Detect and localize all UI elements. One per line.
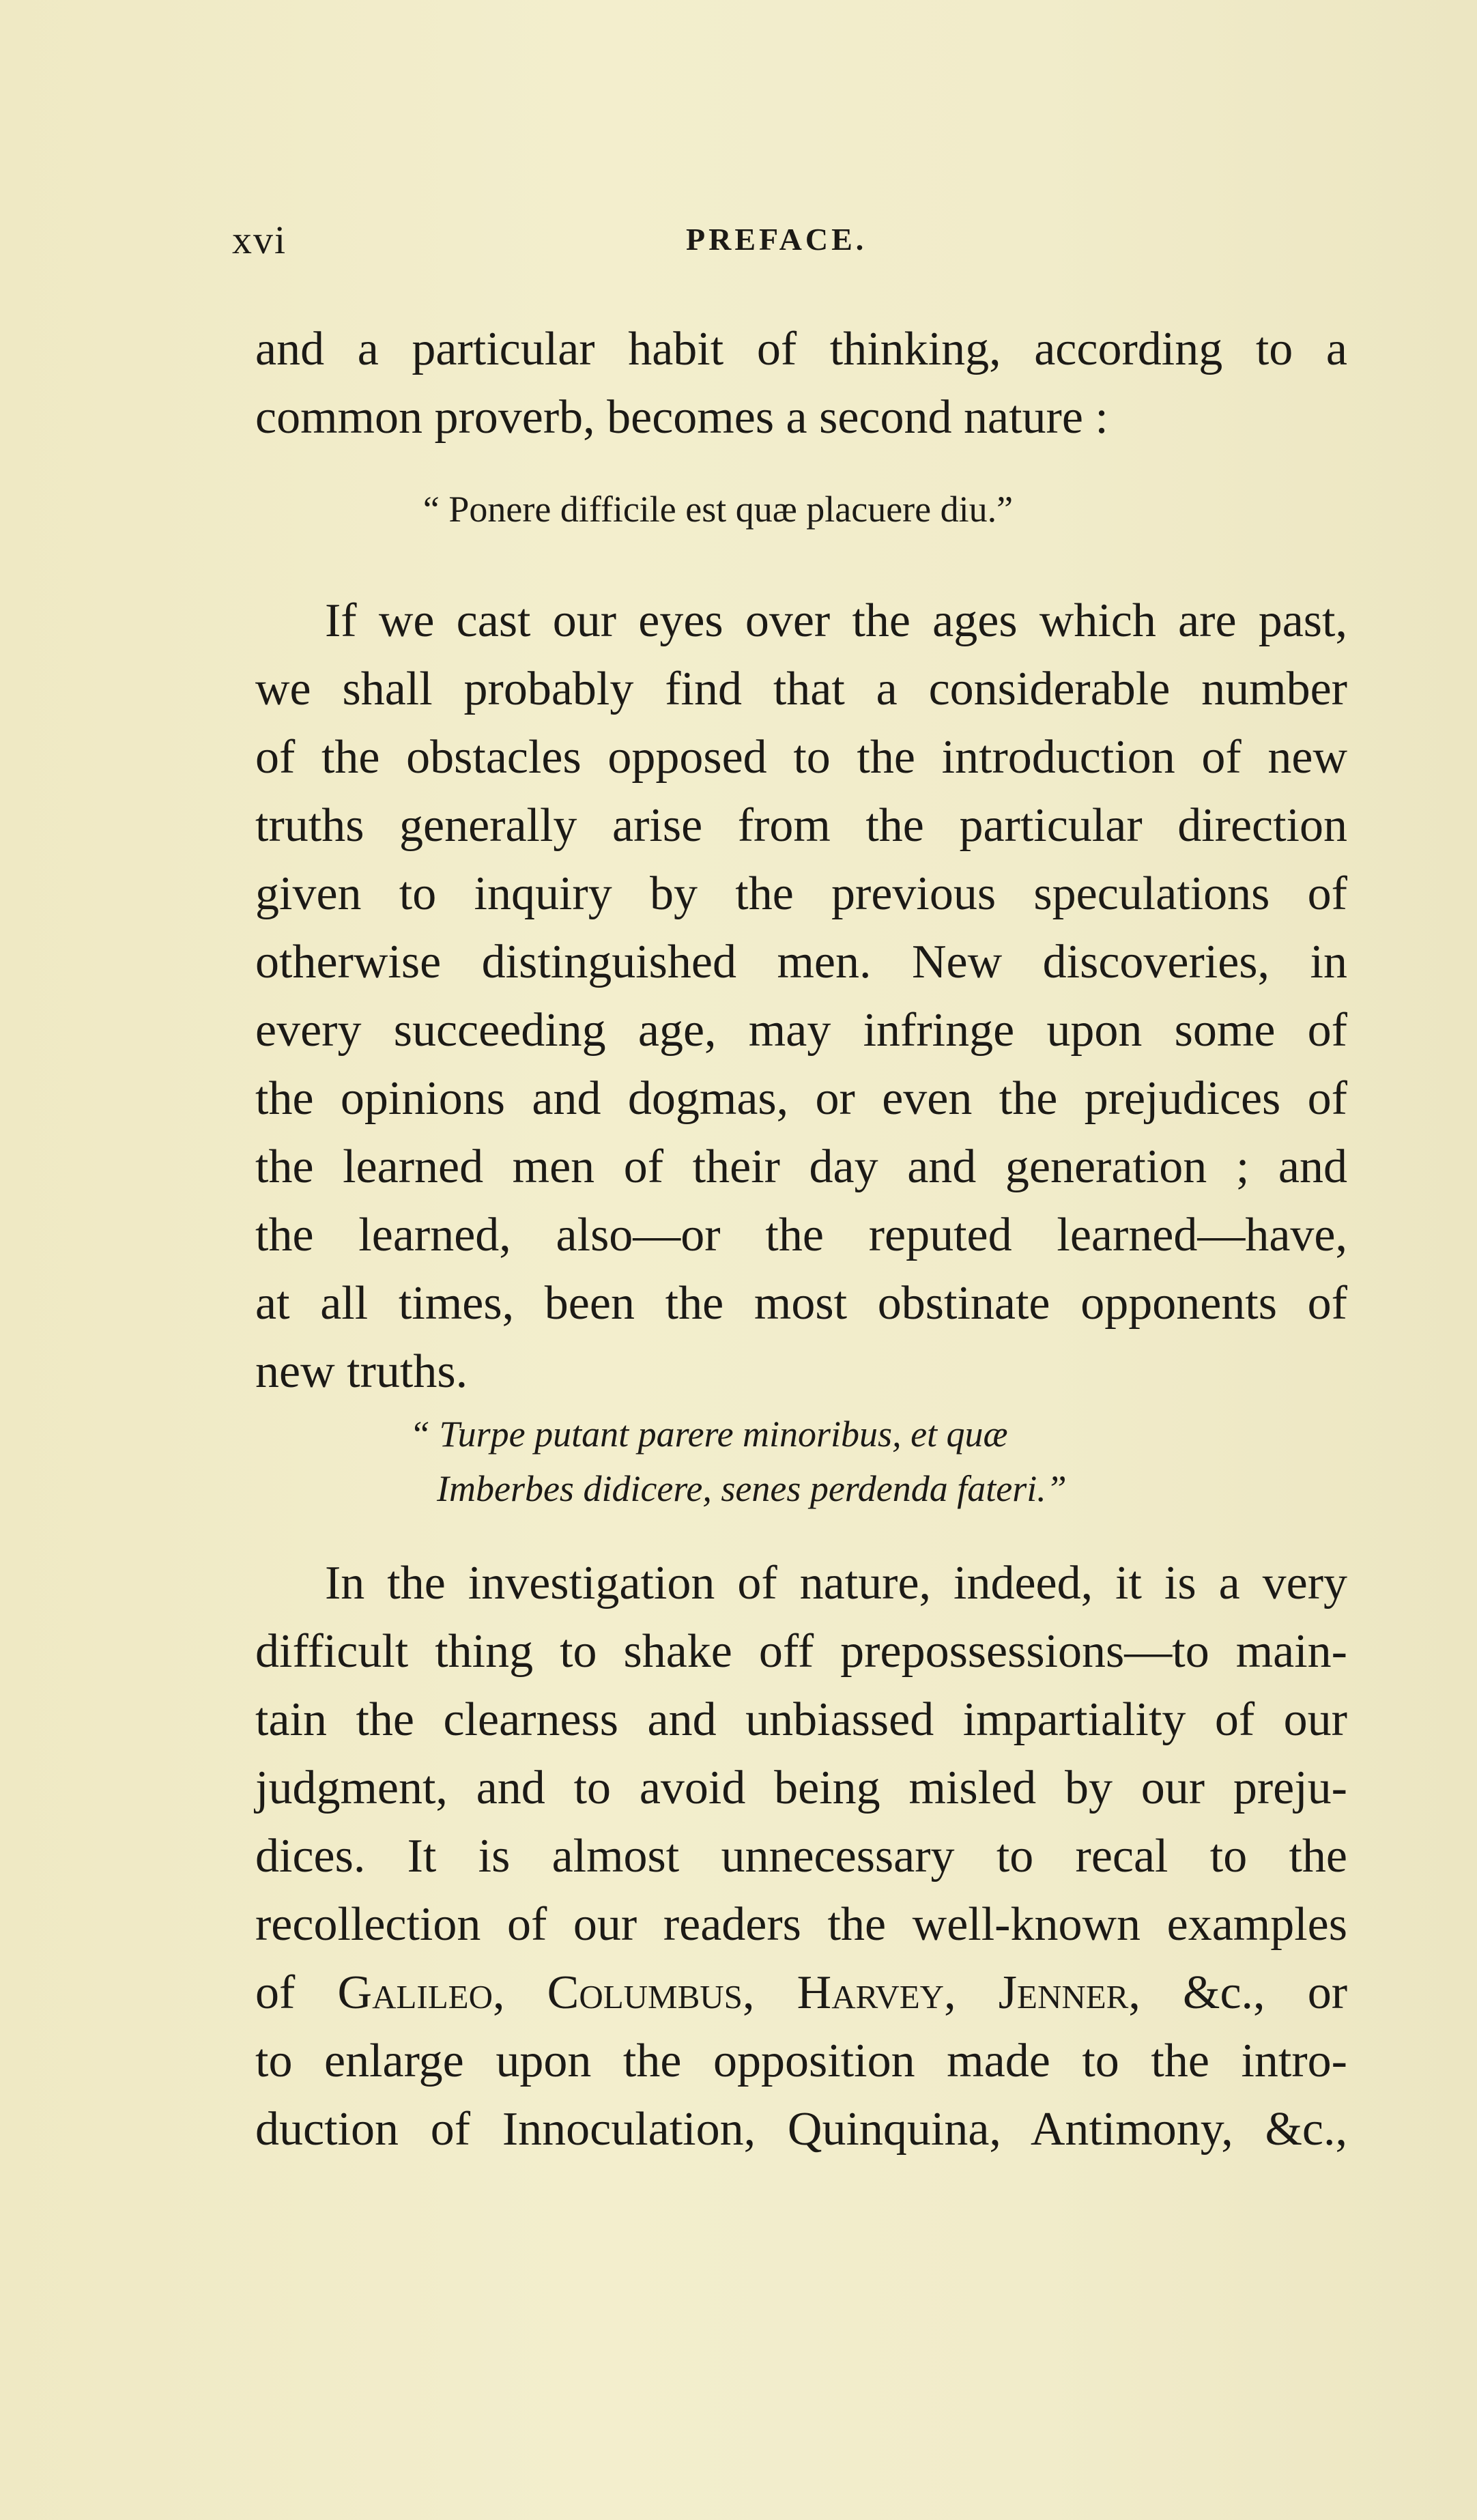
- name-galileo: Galileo: [337, 1966, 493, 2019]
- text-line: new truths.: [255, 1345, 468, 1398]
- text-fragment: &c., or: [1183, 1966, 1348, 2019]
- text-line: and a particular habit of thinking, according to a: [255, 323, 1347, 375]
- latin-quote-line: “ Turpe putant parere minoribus, et quæ: [410, 1414, 1008, 1455]
- names-line: of Galileo, Columbus, Harvey, Jenner, &c., or: [255, 1966, 1348, 2019]
- latin-quote: “ Ponere difficile est quæ placuere diu.”: [422, 489, 1014, 530]
- text-line: the learned men of their day and generation ; and: [255, 1141, 1347, 1193]
- text-line: common proverb, becomes a second nature :: [255, 391, 1108, 444]
- text-line: every succeeding age, may infringe upon some of: [255, 1004, 1347, 1057]
- text-line: In the investigation of nature, indeed, it is a very: [325, 1557, 1347, 1609]
- text-line: truths generally arise from the particular direction: [255, 799, 1347, 852]
- text-line: given to inquiry by the previous speculations of: [255, 868, 1347, 920]
- text-line: difficult thing to shake off prepossessions—to main-: [255, 1625, 1347, 1678]
- text-line: at all times, been the most obstinate opponents of: [255, 1277, 1347, 1330]
- latin-quote-line: Imberbes didicere, senes perdenda fateri.”: [437, 1468, 1067, 1509]
- text-line: the learned, also—or the reputed learned—have,: [255, 1209, 1347, 1261]
- text-line: tain the clearness and unbiassed impartiality of our: [255, 1693, 1347, 1746]
- text-line: recollection of our readers the well-known examples: [255, 1898, 1347, 1951]
- text-line: judgment, and to avoid being misled by our preju-: [255, 1762, 1347, 1814]
- text-line: If we cast our eyes over the ages which are past,: [325, 595, 1347, 647]
- text-line: to enlarge upon the opposition made to the intro-: [255, 2035, 1347, 2087]
- page-header: [0, 217, 1477, 272]
- text-line: duction of Innoculation, Quinquina, Antimony, &c.,: [255, 2103, 1347, 2156]
- text-line: of the obstacles opposed to the introduction of new: [255, 731, 1347, 784]
- name-harvey: Harvey: [797, 1966, 945, 2019]
- page-number: xvi: [232, 218, 287, 262]
- running-title: PREFACE.: [686, 222, 867, 257]
- text-line: the opinions and dogmas, or even the prejudices of: [255, 1072, 1347, 1125]
- text-fragment: of: [255, 1966, 338, 2019]
- name-jenner: Jenner: [998, 1966, 1129, 2019]
- name-columbus: Columbus: [547, 1966, 743, 2019]
- text-line: we shall probably find that a considerable number: [255, 663, 1347, 715]
- text-line: otherwise distinguished men. New discoveries, in: [255, 936, 1347, 988]
- text-line: dices. It is almost unnecessary to recal to the: [255, 1830, 1347, 1882]
